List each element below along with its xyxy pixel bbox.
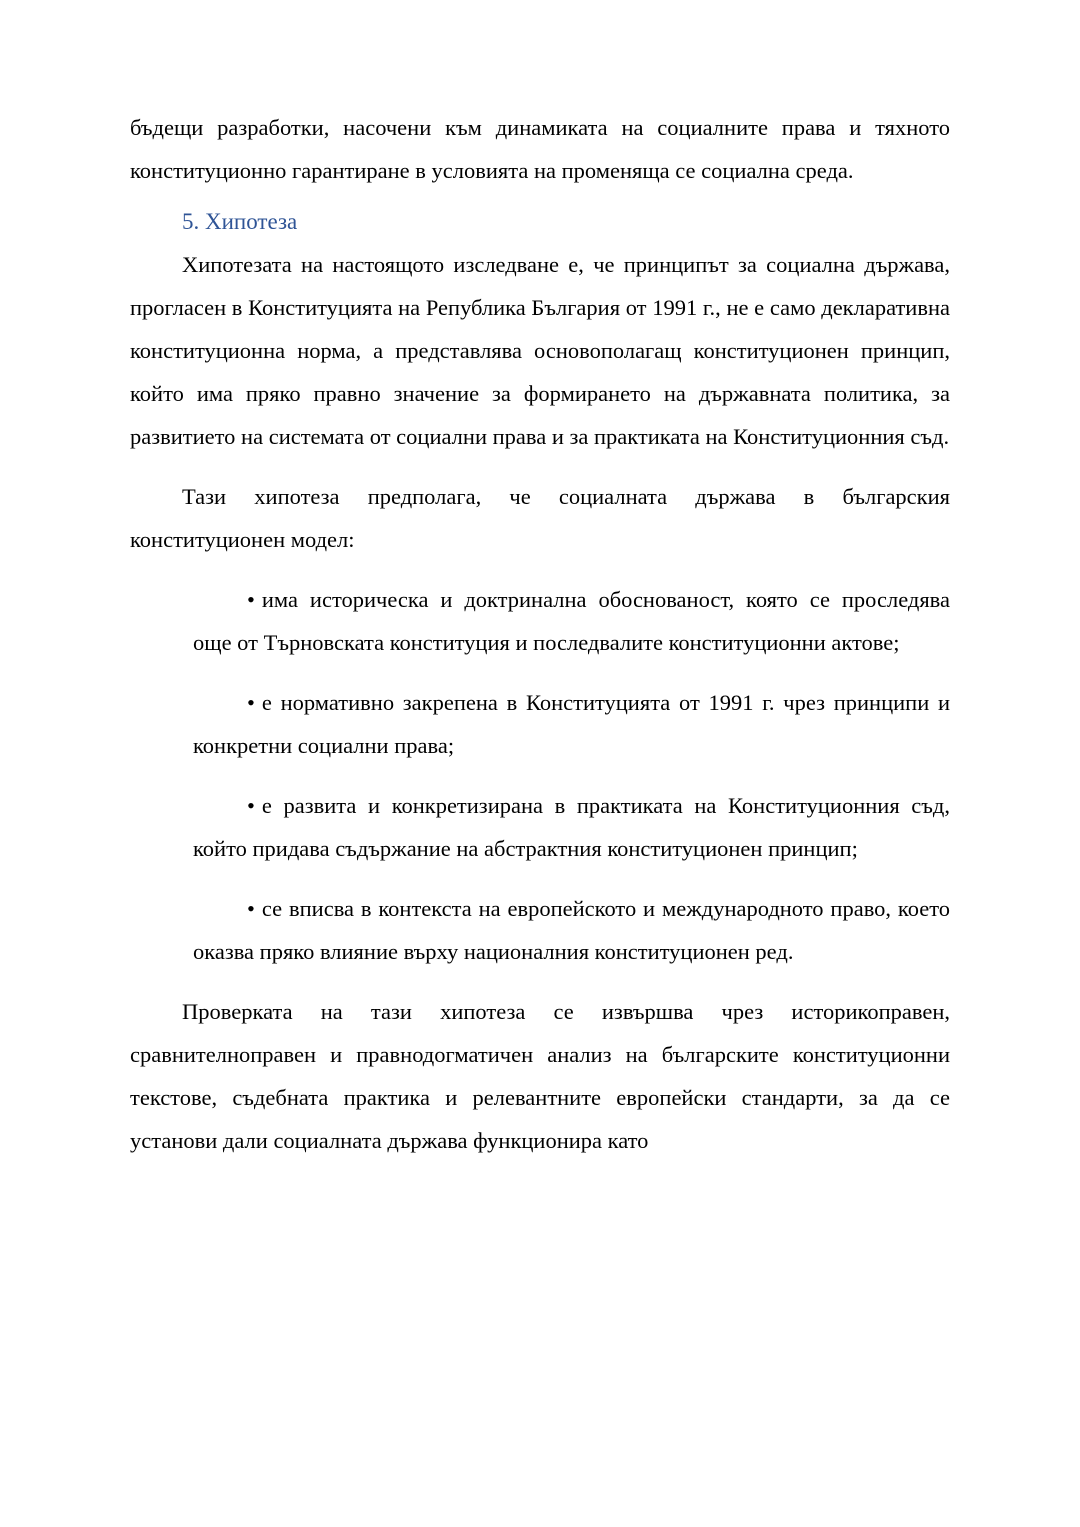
bullet-text: има историческа и доктринална обоснованост, която се проследява още от Търновската конституция и последвалите конституционни актове;	[193, 587, 950, 655]
bullet-marker: •	[247, 690, 255, 715]
bullet-item	[130, 681, 950, 767]
section-heading: 5. Хипотеза	[182, 209, 298, 234]
bullet-text: се вписва в контекста на европейското и международното право, което оказва пряко влияние върху националния конституционен ред.	[193, 896, 950, 964]
bullet-item	[130, 784, 950, 870]
bullet-marker: •	[247, 793, 255, 818]
bullet-text: е нормативно закрепена в Конституцията от 1991 г. чрез принципи и конкретни социални права;	[193, 690, 950, 758]
paragraph-verification: Проверката на тази хипотеза се извършва чрез историкоправен, сравнителноправен и правнодогматичен анализ на българските конституционни текстове, съдебната практика и релевантните европейски стандарти, за да се установи дали социалната държава функционира като	[130, 999, 950, 1153]
bullet-marker: •	[247, 587, 255, 612]
paragraph-hypothesis: Хипотезата на настоящото изследване е, че принципът за социална държава, прогласен в Конституцията на Република България от 1991 г., не е само декларативна конституционна норма, а представлява основополагащ конституционен принцип, който има пряко правно значение за формирането на държавната политика, за развитието на системата от социални права и за практиката на Конституционния съд.	[130, 252, 950, 449]
paragraph-hypothesis-implies: Тази хипотеза предполага, че социалната държава в българския конституционен модел:	[130, 484, 950, 552]
bullet-item	[130, 887, 950, 973]
bullet-text: е развита и конкретизирана в практиката на Конституционния съд, който придава съдържание на абстрактния конституционен принцип;	[193, 793, 950, 861]
paragraph-continuation: бъдещи разработки, насочени към динамиката на социалните права и тяхното конституционно гарантиране в условията на променяща се социална среда.	[130, 115, 950, 183]
bullet-marker: •	[247, 896, 255, 921]
bullet-item	[130, 578, 950, 664]
